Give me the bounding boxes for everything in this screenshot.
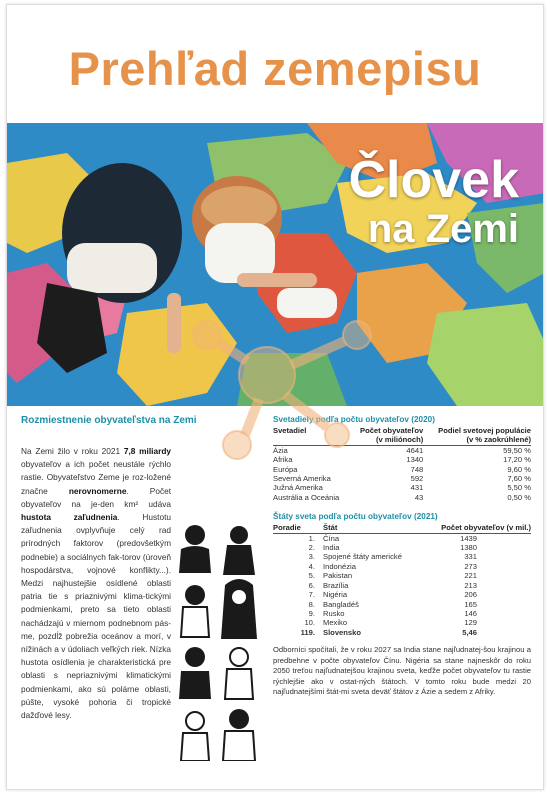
cell: 206 xyxy=(464,590,477,600)
table-row xyxy=(273,533,531,543)
cell: 146 xyxy=(464,608,477,618)
hero-title-line1: Človek xyxy=(348,151,519,209)
column-header: Štát xyxy=(323,523,338,533)
cell: Brazília xyxy=(323,580,349,590)
cell: Bangladéš xyxy=(323,599,359,609)
cell: 129 xyxy=(464,618,477,628)
cell: Nigéria xyxy=(323,590,348,600)
cell: Severná Amerika xyxy=(273,474,331,484)
cell: 221 xyxy=(464,571,477,581)
cell: Čína xyxy=(323,533,340,543)
cell: Slovensko xyxy=(323,627,361,637)
cell: 10. xyxy=(304,618,315,628)
cell: Ázia xyxy=(273,445,288,455)
column-header: Svetadiel xyxy=(273,426,307,435)
cell: Pakistan xyxy=(323,571,353,581)
cell: 0,50 % xyxy=(507,492,531,502)
states-table xyxy=(273,523,531,637)
cell: Južná Amerika xyxy=(273,483,323,493)
cell: 9,60 % xyxy=(507,464,531,474)
table-row xyxy=(273,493,531,502)
cell: 1380 xyxy=(460,543,477,553)
cell: Austrália a Oceánia xyxy=(273,492,340,502)
table-row xyxy=(273,600,531,609)
table-row xyxy=(273,590,531,599)
cell: 5,50 % xyxy=(507,483,531,493)
cell: Rusko xyxy=(323,608,345,618)
cell: 5. xyxy=(308,571,315,581)
column-header: Počet obyvateľov (v mil.) xyxy=(441,523,531,533)
cell: 3. xyxy=(308,552,315,562)
column-header: Podiel svetovej populácie xyxy=(438,426,531,435)
cell: 5,46 xyxy=(462,627,477,637)
states-table-heading: Štáty sveta podľa počtu obyvateľov (2021) xyxy=(273,512,438,522)
column-header: Poradie xyxy=(273,523,301,533)
decorative-overlay-icon xyxy=(167,295,387,465)
body-text xyxy=(21,445,171,722)
column-header-sub: (v miliónoch) xyxy=(376,435,424,445)
cell: Afrika xyxy=(273,455,293,465)
cell: 6. xyxy=(308,580,315,590)
note-paragraph: Odborníci spočítali, že v roku 2027 sa India stane najľudnatej-šou krajinou a predbehne v počte obyvateľov Čínu. Nigéria sa stane najneskôr do roku 2050 treťou najľudnatejšou krajinou sveta, keďže počet obyvateľov tu rastie rýchlejšie ako v ostat-ných štátoch. V tomto roku bude medzi 20 najľudnatejšími štát-mi sveta deväť štátov z Ázie a sedem z Afriky. xyxy=(273,645,531,697)
cell: 1439 xyxy=(460,533,477,543)
table-row xyxy=(273,552,531,561)
text-fragment: obyvateľov a ich počet neustále rýchlo rastie. Obyvateľstvo Zeme je roz-ložené značne xyxy=(21,459,171,496)
table-row xyxy=(273,571,531,580)
table-row xyxy=(273,581,531,590)
page-title: Prehľad zemepisu xyxy=(68,42,482,95)
cell: Mexiko xyxy=(323,618,348,628)
cell: 17,20 % xyxy=(503,455,531,465)
cell: 7,60 % xyxy=(507,474,531,484)
cell: 213 xyxy=(464,580,477,590)
table-row xyxy=(273,543,531,552)
text-bold: 7,8 miliardy xyxy=(123,446,171,456)
cell: 8. xyxy=(308,599,315,609)
table-row-highlight xyxy=(273,628,531,637)
people-illustration xyxy=(173,521,265,761)
cell: 273 xyxy=(464,561,477,571)
column-header-sub: (v % zaokrúhlené) xyxy=(466,435,531,445)
table-row xyxy=(273,474,531,483)
text-fragment: . Hustotu zaľudnenia ovplyvňuje celý rad prírodných faktorov (predovšetkým podnebie) a sociálnych fak-torov (úroveň hospodárstva, vojnové konflikty...). Medzi najhustejšie osídlené oblasti patria tie s priaznivými klima-tickými podmienkami, preto sa tieto oblasti nachádzajú v miernom podnebnom pás-me, pozdĺž pobrežia oceánov a morí, v nížinách a v údoliach veľkých riek. Nízka hustota osídlenia je charakteristická pre oblasti s nepriaznivými klimatickými podmienkami, ako sú polárne oblasti, púšte, vysoké pohoria či tropické dažďové lesy. xyxy=(21,512,171,721)
table-row xyxy=(273,465,531,474)
table-row xyxy=(273,618,531,627)
table-row xyxy=(273,562,531,571)
hero-title-line2: na Zemi xyxy=(367,206,519,251)
cell: 1340 xyxy=(406,455,424,465)
table-row xyxy=(273,609,531,618)
table-row xyxy=(273,483,531,492)
cell: 431 xyxy=(410,483,424,493)
cell: 2. xyxy=(308,543,315,553)
cell: 331 xyxy=(464,552,477,562)
cell: 748 xyxy=(410,464,424,474)
cell: India xyxy=(323,543,340,553)
cell: 4641 xyxy=(406,445,424,455)
section-heading: Rozmiestnenie obyvateľstva na Zemi xyxy=(21,415,197,426)
cell: Spojené štáty americké xyxy=(323,552,402,562)
page xyxy=(6,4,544,790)
cell: 59,50 % xyxy=(503,445,531,455)
cell: 43 xyxy=(414,492,424,502)
cell: 4. xyxy=(308,561,315,571)
cell: 119. xyxy=(300,627,315,637)
text-bold: nerovnomerne xyxy=(68,485,127,496)
cell: 9. xyxy=(308,608,315,618)
cell: 7. xyxy=(308,590,315,600)
text-fragment: Na Zemi žilo v roku 2021 xyxy=(21,446,121,456)
cell: 165 xyxy=(464,599,477,609)
cell: 1. xyxy=(308,533,315,543)
hero-title xyxy=(348,153,519,250)
cell: 592 xyxy=(410,474,424,484)
cell: Indonézia xyxy=(323,561,356,571)
cell: Európa xyxy=(273,464,298,474)
text-bold: hustota zaľudnenia xyxy=(21,512,118,523)
continents-table-heading: Svetadiely podľa počtu obyvateľov (2020) xyxy=(273,415,435,424)
column-header: Počet obyvateľov xyxy=(360,426,424,435)
text-fragment: . Počet obyvateľov na je-den km² udáva xyxy=(21,485,172,509)
